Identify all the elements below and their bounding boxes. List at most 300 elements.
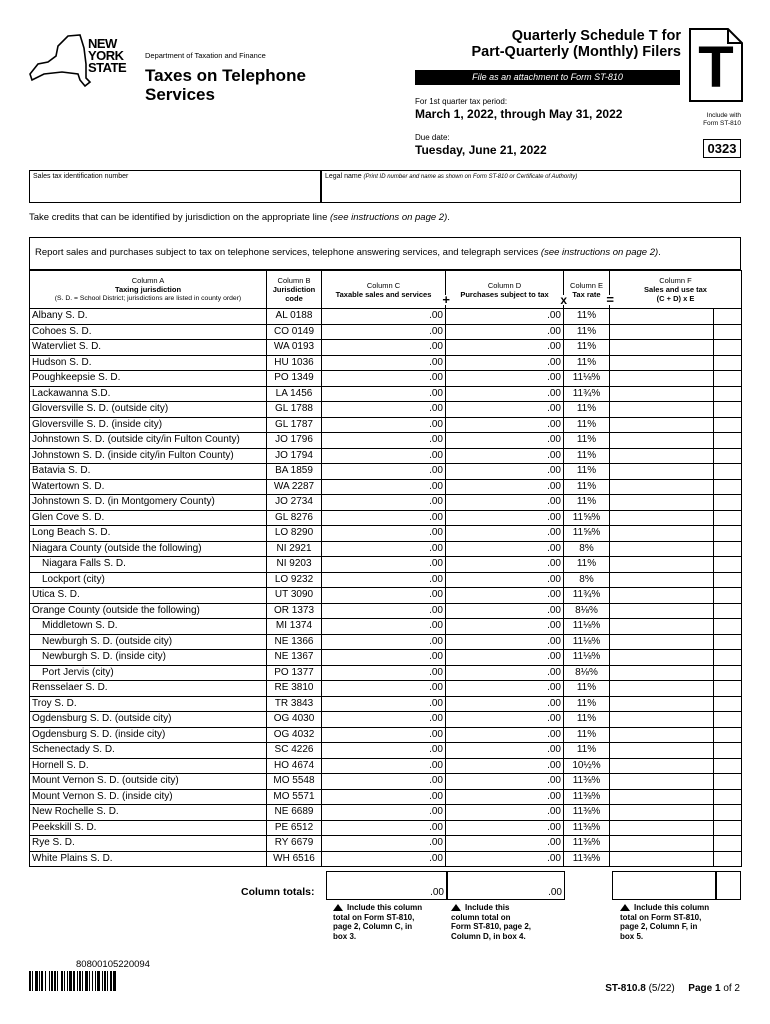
- sales-use-tax-field[interactable]: [610, 510, 714, 526]
- page-word: Page: [688, 983, 713, 994]
- taxable-sales-field[interactable]: .00: [322, 402, 446, 418]
- table-row: [30, 495, 742, 511]
- jurisdiction-name: Johnstown S. D. (outside city/in Fulton County): [30, 433, 267, 449]
- taxable-sales-field[interactable]: .00: [322, 650, 446, 666]
- taxable-sales-field[interactable]: .00: [322, 820, 446, 836]
- taxable-sales-field[interactable]: .00: [322, 324, 446, 340]
- sales-use-tax-field[interactable]: [610, 433, 714, 449]
- include-line1: Include with: [706, 112, 741, 119]
- col-f-header: [610, 271, 742, 309]
- purchases-field[interactable]: .00: [446, 789, 564, 805]
- sales-tax-id-field[interactable]: [29, 170, 321, 203]
- taxable-sales-field[interactable]: .00: [322, 526, 446, 542]
- jurisdiction-name: Niagara County (outside the following): [30, 541, 267, 557]
- jurisdiction-code: LO 9232: [267, 572, 322, 588]
- purchases-field[interactable]: .00: [446, 572, 564, 588]
- jurisdiction-code: HO 4674: [267, 758, 322, 774]
- sales-use-tax-field[interactable]: [610, 805, 714, 821]
- sales-use-tax-cents-field[interactable]: [714, 758, 742, 774]
- jurisdiction-name: Batavia S. D.: [30, 464, 267, 480]
- jurisdiction-name: Niagara Falls S. D.: [30, 557, 267, 573]
- sales-use-tax-cents-field[interactable]: [714, 402, 742, 418]
- tax-rate: 11%: [564, 464, 610, 480]
- jurisdiction-code: LA 1456: [267, 386, 322, 402]
- sales-use-tax-cents-field[interactable]: [714, 324, 742, 340]
- tax-rate: 11%: [564, 557, 610, 573]
- sales-use-tax-cents-field[interactable]: [714, 340, 742, 356]
- legal-name-label-row: [322, 171, 740, 182]
- jurisdiction-code: GL 1787: [267, 417, 322, 433]
- taxable-sales-field[interactable]: .00: [322, 479, 446, 495]
- column-d-instruction-line: Include this: [465, 903, 510, 912]
- sales-use-tax-field[interactable]: [610, 820, 714, 836]
- purchases-field[interactable]: .00: [446, 820, 564, 836]
- period-value: March 1, 2022, through May 31, 2022: [415, 107, 623, 121]
- jurisdiction-code: NI 2921: [267, 541, 322, 557]
- jurisdiction-name: Gloversville S. D. (outside city): [30, 402, 267, 418]
- table-row: [30, 386, 742, 402]
- table-row: [30, 309, 742, 325]
- purchases-field[interactable]: .00: [446, 324, 564, 340]
- jurisdiction-code: RY 6679: [267, 836, 322, 852]
- sales-use-tax-field[interactable]: [610, 789, 714, 805]
- sales-use-tax-field[interactable]: [610, 309, 714, 325]
- jurisdiction-code: PO 1349: [267, 371, 322, 387]
- schedule-letter: T: [698, 35, 734, 100]
- purchases-field[interactable]: .00: [446, 448, 564, 464]
- col-c-header: [322, 271, 450, 309]
- purchases-field[interactable]: .00: [446, 355, 564, 371]
- sales-use-tax-field[interactable]: [610, 340, 714, 356]
- purchases-field[interactable]: .00: [446, 402, 564, 418]
- jurisdiction-name: Johnstown S. D. (in Montgomery County): [30, 495, 267, 511]
- table-row: [30, 355, 742, 371]
- credits-note-text: Take credits that can be identified by jurisdiction on the appropriate line: [29, 212, 328, 223]
- sales-use-tax-field[interactable]: [610, 851, 714, 867]
- purchases-field[interactable]: .00: [446, 510, 564, 526]
- jurisdiction-code: GL 8276: [267, 510, 322, 526]
- schedule-title-line1: Quarterly Schedule T for: [511, 28, 681, 44]
- col-a-header: [30, 271, 267, 309]
- up-triangle-icon: [620, 904, 630, 911]
- jurisdiction-name: Glen Cove S. D.: [30, 510, 267, 526]
- table-row: [30, 743, 742, 759]
- sales-use-tax-field[interactable]: [610, 417, 714, 433]
- sales-use-tax-cents-field[interactable]: [714, 820, 742, 836]
- column-c-instruction-line: total on Form ST-810,: [333, 912, 415, 922]
- tax-rate: 11%: [564, 727, 610, 743]
- taxable-sales-field[interactable]: .00: [322, 495, 446, 511]
- sales-use-tax-cents-field[interactable]: [714, 619, 742, 635]
- sales-use-tax-field[interactable]: [610, 634, 714, 650]
- purchases-field[interactable]: .00: [446, 634, 564, 650]
- sales-use-tax-cents-field[interactable]: [714, 371, 742, 387]
- sales-use-tax-field[interactable]: [610, 758, 714, 774]
- tax-rate: 8%: [564, 572, 610, 588]
- sales-use-tax-cents-field[interactable]: [714, 526, 742, 542]
- purchases-field[interactable]: .00: [446, 386, 564, 402]
- logo-line: YORK: [88, 48, 124, 63]
- table-row: [30, 681, 742, 697]
- jurisdiction-code: HU 1036: [267, 355, 322, 371]
- jurisdiction-name: Albany S. D.: [30, 309, 267, 325]
- jurisdiction-name: Poughkeepsie S. D.: [30, 371, 267, 387]
- tax-rate: 11%: [564, 340, 610, 356]
- taxable-sales-field[interactable]: .00: [322, 371, 446, 387]
- table-row: [30, 650, 742, 666]
- sales-use-tax-field[interactable]: [610, 603, 714, 619]
- purchases-field[interactable]: .00: [446, 433, 564, 449]
- column-c-instruction-line: Include this column: [347, 903, 423, 912]
- times-operator: x: [560, 293, 567, 307]
- sales-use-tax-field[interactable]: [610, 371, 714, 387]
- report-note-italic: (see instructions on page 2): [540, 247, 659, 258]
- legal-name-label: Legal name: [325, 173, 362, 180]
- sales-use-tax-field[interactable]: [610, 464, 714, 480]
- jurisdiction-name: White Plains S. D.: [30, 851, 267, 867]
- purchases-field[interactable]: .00: [446, 681, 564, 697]
- jurisdiction-name: Watertown S. D.: [30, 479, 267, 495]
- sales-use-tax-field[interactable]: [610, 681, 714, 697]
- tax-rate: 11⅜%: [564, 851, 610, 867]
- jurisdiction-code: BA 1859: [267, 464, 322, 480]
- taxable-sales-field[interactable]: .00: [322, 619, 446, 635]
- jurisdiction-name: Lackawanna S.D.: [30, 386, 267, 402]
- table-row: [30, 665, 742, 681]
- table-row: [30, 634, 742, 650]
- jurisdiction-table: [29, 270, 742, 867]
- schedule-title: [472, 28, 681, 60]
- taxable-sales-field[interactable]: .00: [322, 665, 446, 681]
- due-date-label: Due date:: [415, 133, 450, 142]
- taxable-sales-field[interactable]: .00: [322, 417, 446, 433]
- table-body: [30, 309, 742, 867]
- sales-use-tax-cents-field[interactable]: [714, 603, 742, 619]
- tax-rate: 11¾%: [564, 588, 610, 604]
- tax-rate: 11⅛%: [564, 371, 610, 387]
- sales-use-tax-cents-field[interactable]: [714, 851, 742, 867]
- jurisdiction-code: RE 3810: [267, 681, 322, 697]
- ny-state-outline-icon: [28, 34, 94, 90]
- due-date-value: Tuesday, June 21, 2022: [415, 143, 547, 157]
- taxable-sales-field[interactable]: .00: [322, 805, 446, 821]
- table-row: [30, 464, 742, 480]
- form-title-line2: Services: [145, 85, 215, 104]
- total-f-cents-field[interactable]: [716, 871, 741, 900]
- purchases-field[interactable]: .00: [446, 603, 564, 619]
- col-b-sub1: Jurisdiction: [272, 285, 316, 294]
- table-row: [30, 371, 742, 387]
- jurisdiction-name: Long Beach S. D.: [30, 526, 267, 542]
- table-row: [30, 340, 742, 356]
- col-b-header: [267, 271, 322, 309]
- plus-operator: +: [442, 292, 450, 307]
- table-row: [30, 510, 742, 526]
- barcode: [29, 971, 201, 991]
- jurisdiction-name: Ogdensburg S. D. (outside city): [30, 712, 267, 728]
- sales-use-tax-cents-field[interactable]: [714, 309, 742, 325]
- column-f-instruction-line: page 2, Column F, in: [620, 922, 698, 931]
- col-f-sub2: (C + D) x E: [656, 294, 695, 303]
- sales-use-tax-field[interactable]: [610, 696, 714, 712]
- taxable-sales-field[interactable]: .00: [322, 340, 446, 356]
- table-row: [30, 526, 742, 542]
- sales-use-tax-cents-field[interactable]: [714, 386, 742, 402]
- sales-use-tax-cents-field[interactable]: [714, 696, 742, 712]
- sales-use-tax-cents-field[interactable]: [714, 681, 742, 697]
- sales-use-tax-field[interactable]: [610, 665, 714, 681]
- include-with-note: [703, 112, 741, 128]
- tax-rate: 11⅜%: [564, 774, 610, 790]
- table-row: [30, 727, 742, 743]
- table-row: [30, 324, 742, 340]
- tax-rate: 8⅛%: [564, 603, 610, 619]
- taxable-sales-field[interactable]: .00: [322, 433, 446, 449]
- report-box: [29, 237, 741, 270]
- taxable-sales-field[interactable]: .00: [322, 634, 446, 650]
- column-d-instruction-line: Column D, in box 4.: [451, 931, 526, 941]
- tax-rate: 11%: [564, 433, 610, 449]
- column-c-instruction-line: page 2, Column C, in: [333, 922, 413, 931]
- purchases-field[interactable]: .00: [446, 541, 564, 557]
- jurisdiction-code: LO 8290: [267, 526, 322, 542]
- col-d-header: [446, 271, 567, 309]
- purchases-field[interactable]: .00: [446, 526, 564, 542]
- tax-rate: 11⅝%: [564, 510, 610, 526]
- table-row: [30, 541, 742, 557]
- taxable-sales-field[interactable]: .00: [322, 603, 446, 619]
- jurisdiction-name: New Rochelle S. D.: [30, 805, 267, 821]
- jurisdiction-name: Lockport (city): [30, 572, 267, 588]
- sales-use-tax-cents-field[interactable]: [714, 355, 742, 371]
- sales-use-tax-field[interactable]: [610, 355, 714, 371]
- taxable-sales-field[interactable]: .00: [322, 712, 446, 728]
- sales-use-tax-field[interactable]: [610, 448, 714, 464]
- form-footer: [605, 983, 740, 994]
- taxable-sales-field[interactable]: .00: [322, 789, 446, 805]
- taxable-sales-field[interactable]: .00: [322, 774, 446, 790]
- taxable-sales-field[interactable]: .00: [322, 386, 446, 402]
- table-row: [30, 774, 742, 790]
- jurisdiction-name: Port Jervis (city): [30, 665, 267, 681]
- jurisdiction-code: GL 1788: [267, 402, 322, 418]
- sales-use-tax-field[interactable]: [610, 557, 714, 573]
- taxable-sales-field[interactable]: .00: [322, 557, 446, 573]
- column-d-instruction-line: Form ST-810, page 2,: [451, 922, 532, 931]
- sales-use-tax-field[interactable]: [610, 588, 714, 604]
- tax-rate: 11%: [564, 681, 610, 697]
- jurisdiction-code: PE 6512: [267, 820, 322, 836]
- tax-rate: 11%: [564, 309, 610, 325]
- purchases-field[interactable]: .00: [446, 557, 564, 573]
- purchases-field[interactable]: .00: [446, 619, 564, 635]
- taxable-sales-field[interactable]: .00: [322, 836, 446, 852]
- tax-rate: 11¾%: [564, 386, 610, 402]
- jurisdiction-code: MO 5571: [267, 789, 322, 805]
- sales-use-tax-field[interactable]: [610, 526, 714, 542]
- tax-rate: 11%: [564, 743, 610, 759]
- purchases-field[interactable]: .00: [446, 309, 564, 325]
- col-c-title: Column C: [366, 280, 401, 290]
- sales-use-tax-field[interactable]: [610, 727, 714, 743]
- jurisdiction-name: Gloversville S. D. (inside city): [30, 417, 267, 433]
- sales-use-tax-cents-field[interactable]: [714, 479, 742, 495]
- jurisdiction-code: JO 1796: [267, 433, 322, 449]
- sales-use-tax-cents-field[interactable]: [714, 774, 742, 790]
- tax-rate: 11%: [564, 417, 610, 433]
- taxable-sales-field[interactable]: .00: [322, 588, 446, 604]
- taxable-sales-field[interactable]: .00: [322, 851, 446, 867]
- include-line2: Form ST-810: [703, 120, 741, 127]
- taxable-sales-field[interactable]: .00: [322, 696, 446, 712]
- tax-rate: 11%: [564, 495, 610, 511]
- schedule-title-line2: Part-Quarterly (Monthly) Filers: [471, 44, 681, 60]
- department-name: Department of Taxation and Finance: [145, 51, 266, 60]
- col-d-sub: Purchases subject to tax: [460, 289, 549, 299]
- tax-rate: 11⅛%: [564, 619, 610, 635]
- column-f-instruction-line: box 5.: [620, 931, 644, 941]
- col-a-title: Column A: [131, 276, 165, 285]
- sales-use-tax-cents-field[interactable]: [714, 665, 742, 681]
- purchases-field[interactable]: .00: [446, 464, 564, 480]
- jurisdiction-name: Mount Vernon S. D. (outside city): [30, 774, 267, 790]
- sales-use-tax-cents-field[interactable]: [714, 572, 742, 588]
- taxable-sales-field[interactable]: .00: [322, 572, 446, 588]
- form-title-line1: Taxes on Telephone: [145, 66, 306, 85]
- purchases-field[interactable]: .00: [446, 340, 564, 356]
- sales-use-tax-field[interactable]: [610, 836, 714, 852]
- table-row: [30, 836, 742, 852]
- sales-use-tax-cents-field[interactable]: [714, 588, 742, 604]
- tax-rate: 11%: [564, 402, 610, 418]
- sales-use-tax-field[interactable]: [610, 541, 714, 557]
- taxable-sales-field[interactable]: .00: [322, 510, 446, 526]
- taxable-sales-field[interactable]: .00: [322, 541, 446, 557]
- purchases-field[interactable]: .00: [446, 805, 564, 821]
- column-c-instruction-line: box 3.: [333, 931, 357, 941]
- jurisdiction-code: CO 0149: [267, 324, 322, 340]
- table-row: [30, 433, 742, 449]
- total-d-field[interactable]: .00: [447, 871, 565, 900]
- sales-use-tax-cents-field[interactable]: [714, 510, 742, 526]
- jurisdiction-name: Hudson S. D.: [30, 355, 267, 371]
- sales-use-tax-field[interactable]: [610, 479, 714, 495]
- jurisdiction-code: NE 6689: [267, 805, 322, 821]
- up-triangle-icon: [451, 904, 461, 911]
- report-note-text: Report sales and purchases subject to tax on telephone services, telephone answering services, and telegraph services: [35, 247, 539, 258]
- jurisdiction-code: JO 2734: [267, 495, 322, 511]
- sales-use-tax-field[interactable]: [610, 619, 714, 635]
- jurisdiction-code: OR 1373: [267, 603, 322, 619]
- col-f-sub1: Sales and use tax: [644, 285, 707, 294]
- taxable-sales-field[interactable]: .00: [322, 727, 446, 743]
- purchases-field[interactable]: .00: [446, 417, 564, 433]
- sales-use-tax-cents-field[interactable]: [714, 650, 742, 666]
- purchases-field[interactable]: .00: [446, 696, 564, 712]
- credits-note: Take credits that can be identified by jurisdiction on the appropriate line (see instructions on page 2).: [29, 212, 450, 223]
- col-a-sub: Taxing jurisdiction: [114, 285, 182, 294]
- taxable-sales-field[interactable]: .00: [322, 355, 446, 371]
- sales-use-tax-cents-field[interactable]: [714, 727, 742, 743]
- taxable-sales-field[interactable]: .00: [322, 758, 446, 774]
- total-f-field[interactable]: [612, 871, 716, 900]
- purchases-field[interactable]: .00: [446, 479, 564, 495]
- tax-rate: 10½%: [564, 758, 610, 774]
- purchases-field[interactable]: .00: [446, 712, 564, 728]
- taxable-sales-field[interactable]: .00: [322, 743, 446, 759]
- sales-use-tax-field[interactable]: [610, 712, 714, 728]
- purchases-field[interactable]: .00: [446, 836, 564, 852]
- sales-use-tax-cents-field[interactable]: [714, 743, 742, 759]
- purchases-field[interactable]: .00: [446, 665, 564, 681]
- legal-name-field[interactable]: [321, 170, 741, 203]
- sales-use-tax-cents-field[interactable]: [714, 836, 742, 852]
- jurisdiction-code: NE 1366: [267, 634, 322, 650]
- sales-use-tax-cents-field[interactable]: [714, 557, 742, 573]
- table-row: [30, 417, 742, 433]
- total-c-field[interactable]: .00: [326, 871, 447, 900]
- sales-use-tax-field[interactable]: [610, 402, 714, 418]
- sales-use-tax-cents-field[interactable]: [714, 495, 742, 511]
- sales-use-tax-field[interactable]: [610, 650, 714, 666]
- purchases-field[interactable]: .00: [446, 650, 564, 666]
- jurisdiction-code: OG 4030: [267, 712, 322, 728]
- tax-rate: 11⅜%: [564, 789, 610, 805]
- jurisdiction-name: Troy S. D.: [30, 696, 267, 712]
- purchases-field[interactable]: .00: [446, 371, 564, 387]
- sales-use-tax-field[interactable]: [610, 324, 714, 340]
- tax-rate: 11%: [564, 479, 610, 495]
- tax-rate: 11⅛%: [564, 634, 610, 650]
- col-d-title: Column D: [487, 280, 522, 290]
- purchases-field[interactable]: .00: [446, 774, 564, 790]
- taxable-sales-field[interactable]: .00: [322, 681, 446, 697]
- sales-use-tax-cents-field[interactable]: [714, 448, 742, 464]
- col-f-title: Column F: [659, 276, 692, 285]
- purchases-field[interactable]: .00: [446, 495, 564, 511]
- sales-use-tax-cents-field[interactable]: [714, 541, 742, 557]
- up-triangle-icon: [333, 904, 343, 911]
- tax-rate: 8%: [564, 541, 610, 557]
- taxable-sales-field[interactable]: .00: [322, 464, 446, 480]
- taxable-sales-field[interactable]: .00: [322, 448, 446, 464]
- sales-use-tax-cents-field[interactable]: [714, 789, 742, 805]
- sales-use-tax-cents-field[interactable]: [714, 417, 742, 433]
- sales-use-tax-cents-field[interactable]: [714, 634, 742, 650]
- report-note: Report sales and purchases subject to tax on telephone services, telephone answering services, and telegraph services (see instructions on page 2).: [35, 247, 661, 258]
- jurisdiction-code: SC 4226: [267, 743, 322, 759]
- sales-use-tax-field[interactable]: [610, 386, 714, 402]
- sales-use-tax-cents-field[interactable]: [714, 805, 742, 821]
- purchases-field[interactable]: .00: [446, 588, 564, 604]
- sales-use-tax-field[interactable]: [610, 774, 714, 790]
- sales-use-tax-cents-field[interactable]: [714, 433, 742, 449]
- sales-use-tax-field[interactable]: [610, 572, 714, 588]
- sales-use-tax-cents-field[interactable]: [714, 712, 742, 728]
- jurisdiction-code: OG 4032: [267, 727, 322, 743]
- purchases-field[interactable]: .00: [446, 758, 564, 774]
- equals-operator: =: [606, 292, 614, 307]
- sales-use-tax-field[interactable]: [610, 495, 714, 511]
- tax-rate: 11%: [564, 355, 610, 371]
- purchases-field[interactable]: .00: [446, 727, 564, 743]
- purchases-field[interactable]: .00: [446, 851, 564, 867]
- sales-use-tax-field[interactable]: [610, 743, 714, 759]
- tax-rate: 11⅜%: [564, 805, 610, 821]
- taxable-sales-field[interactable]: .00: [322, 309, 446, 325]
- purchases-field[interactable]: .00: [446, 743, 564, 759]
- sales-use-tax-cents-field[interactable]: [714, 464, 742, 480]
